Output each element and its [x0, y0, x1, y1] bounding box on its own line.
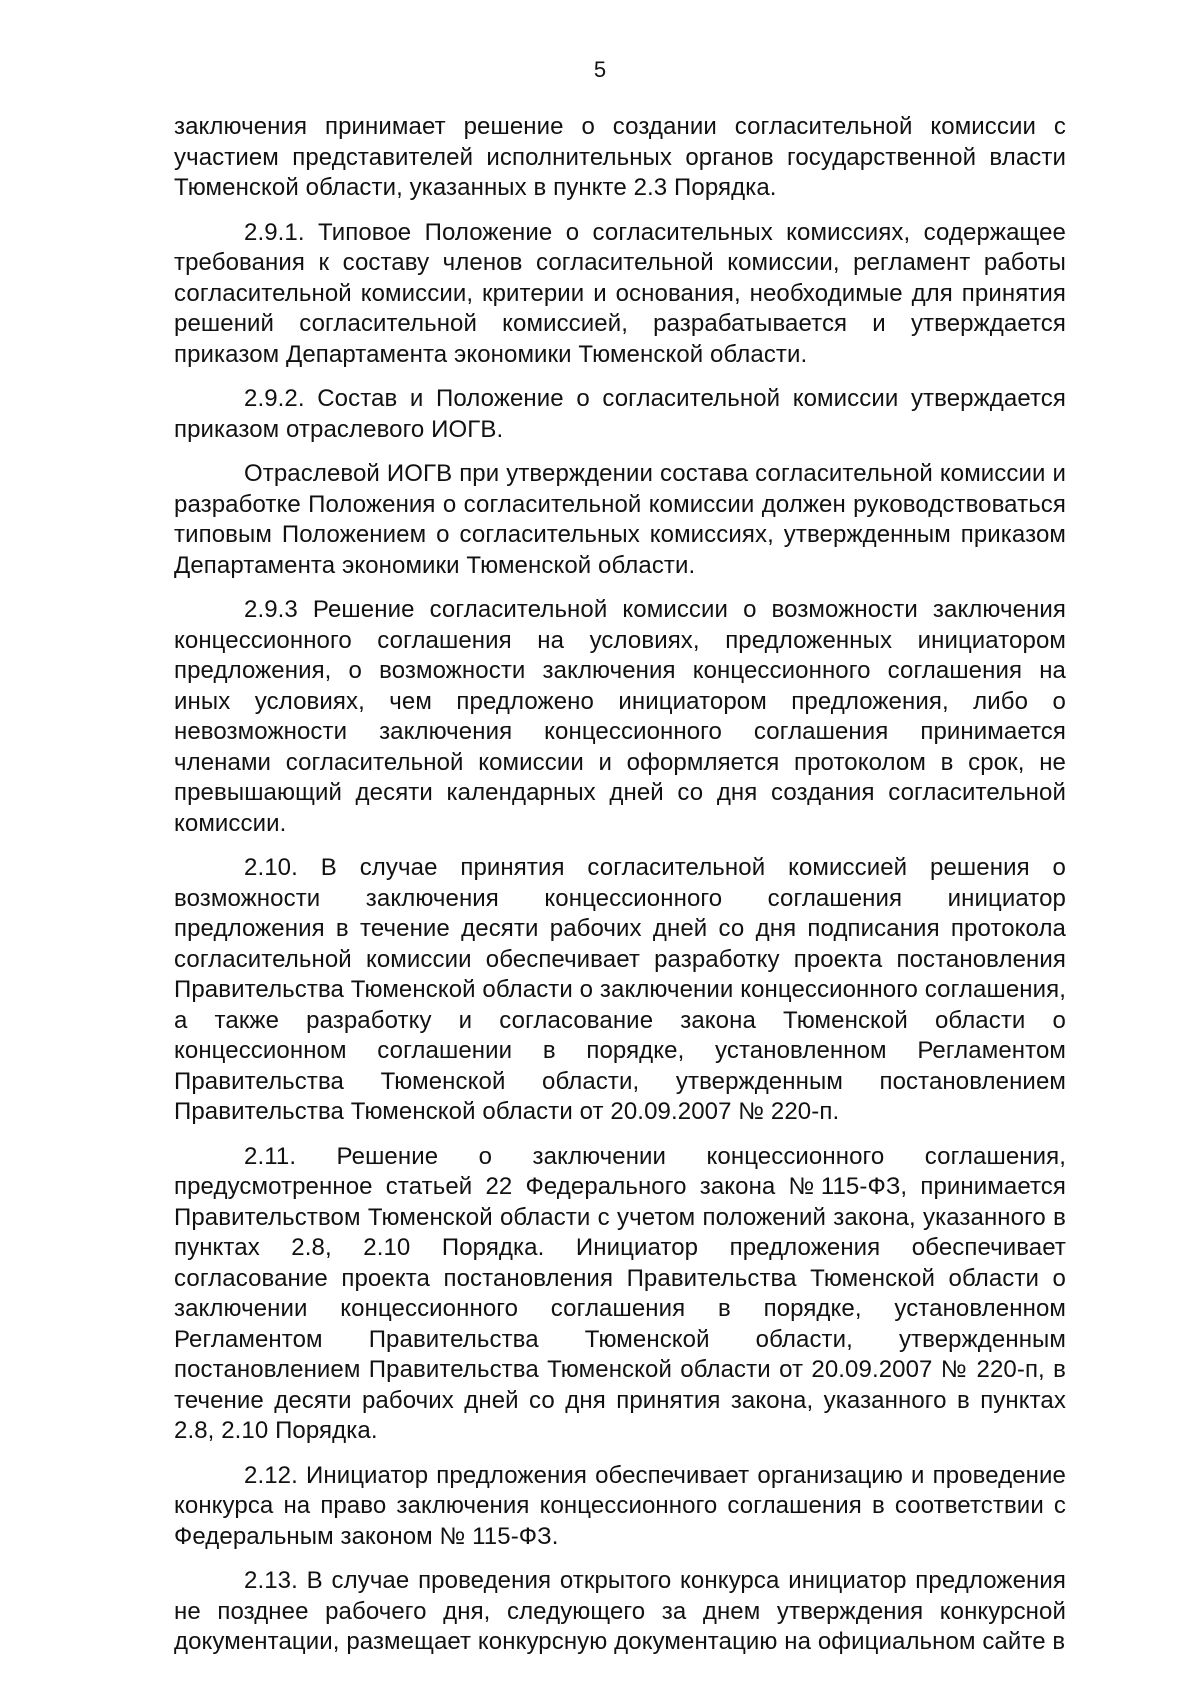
paragraph-2-13: 2.13. В случае проведения открытого конкурса инициатор предложения не позднее рабочего дня, следующего за днем утверждения конкурсной документации, размещает конкурсную документацию на официальном сайте в — [174, 1567, 1066, 1655]
page-number: 5 — [593, 57, 607, 82]
paragraph-2-9-1: 2.9.1. Типовое Положение о согласительных комиссиях, содержащее требования к составу членов согласительной комиссии, регламент работы согласительной комиссии, критерии и основания, необходимые для принятия решений согласительной комиссией, разрабатывается и утверждается приказом Департамента экономики Тюменской области. — [174, 218, 1066, 368]
paragraph-2-11: 2.11. Решение о заключении концессионного соглашения, предусмотренное статьей 22 Федерального закона №115-ФЗ, принимается Правительством Тюменской области с учетом положений закона, указанного в пунктах 2.8, 2.10 Порядка. Инициатор предложения обеспечивает согласование проекта постановления Правительства Тюменской области о заключении концессионного соглашения в порядке, установленном Регламентом Правительства Тюменской области, утвержденным постановлением Правительства Тюменской области от 20.09.2007 № 220-п, в течение десяти рабочих дней со дня принятия закона, указанного в пунктах 2.8, 2.10 Порядка. — [174, 1142, 1066, 1444]
document-body — [174, 112, 1066, 1672]
paragraph-2-10: 2.10. В случае принятия согласительной комиссией решения о возможности заключения концессионного соглашения инициатор предложения в течение десяти рабочих дней со дня подписания протокола согласительной комиссии обеспечивает разработку проекта постановления Правительства Тюменской области о заключении концессионного соглашения, а также разработку и согласование закона Тюменской области о концессионном соглашении в порядке, установленном Регламентом Правительства Тюменской области, утвержденным постановлением Правительства Тюменской области от 20.09.2007 № 220-п. — [174, 854, 1066, 1125]
paragraph-2-9-3: 2.9.3 Решение согласительной комиссии о возможности заключения концессионного соглашения на условиях, предложенных инициатором предложения, о возможности заключения концессионного соглашения на иных условиях, чем предложено инициатором предложения, либо о невозможности заключения концессионного соглашения принимается членами согласительной комиссии и оформляется протоколом в срок, не превышающий десяти календарных дней со дня создания согласительной комиссии. — [174, 596, 1066, 837]
paragraph-iogv-guidance: Отраслевой ИОГВ при утверждении состава согласительной комиссии и разработке Положения о согласительной комиссии должен руководствоваться типовым Положением о согласительных комиссиях, утвержденным приказом Департамента экономики Тюменской области. — [174, 460, 1066, 579]
paragraph-2-12: 2.12. Инициатор предложения обеспечивает организацию и проведение конкурса на право заключения концессионного соглашения в соответствии с Федеральным законом № 115-ФЗ. — [174, 1461, 1066, 1550]
paragraph-continuation: заключения принимает решение о создании согласительной комиссии с участием представителей исполнительных органов государственной власти Тюменской области, указанных в пункте 2.3 Порядка. — [174, 113, 1066, 201]
paragraph-2-9-2: 2.9.2. Состав и Положение о согласительной комиссии утверждается приказом отраслевого ИОГВ. — [174, 385, 1066, 443]
